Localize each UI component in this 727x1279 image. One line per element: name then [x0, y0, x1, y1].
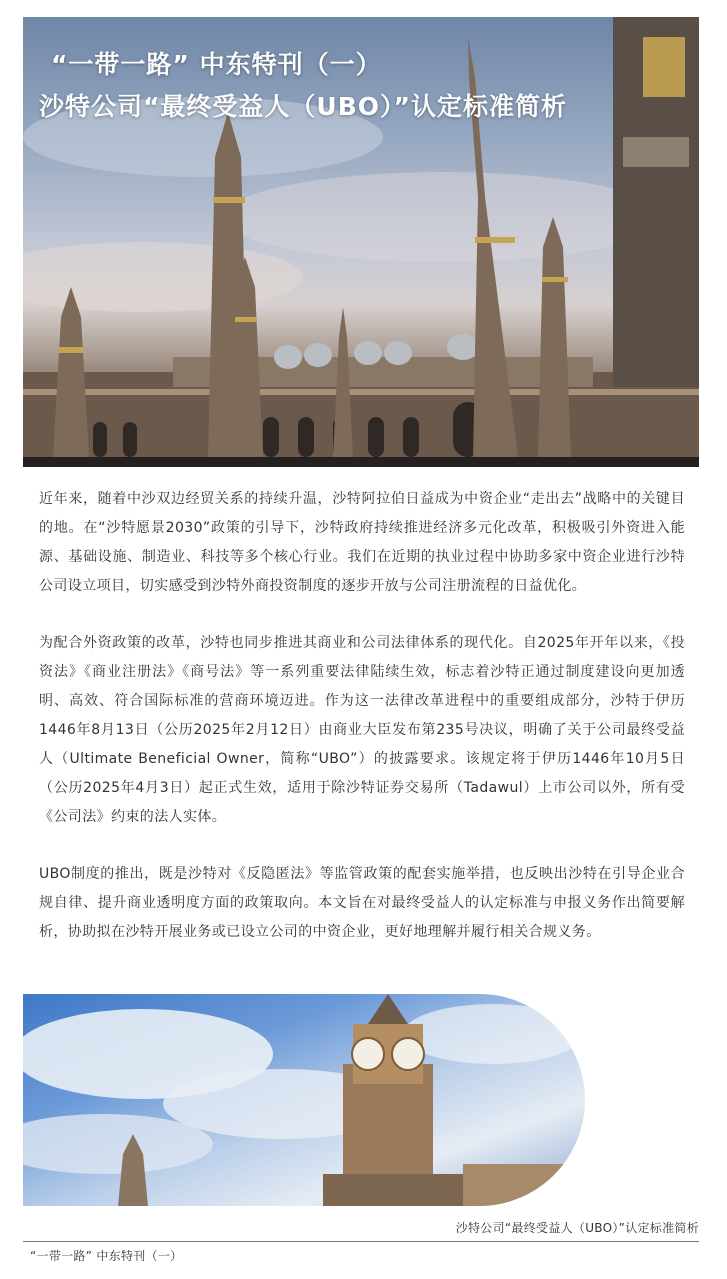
mosque-illustration	[23, 17, 699, 467]
footer-divider	[23, 1241, 699, 1242]
hero-image	[23, 17, 699, 467]
paragraph-ubo-purpose: UBO制度的推出，既是沙特对《反隐匿法》等监管政策的配套实施举措，也反映出沙特在引导企业合规自律、提升商业透明度方面的政策取向。本文旨在对最终受益人的认定标准与申报义务作出简要解析，协助拟在沙特开展业务或已设立公司的中资企业，更好地理解并履行相关合规义务。	[39, 866, 685, 940]
footer-series-title: “一带一路” 中东特刊（一）	[30, 1249, 183, 1263]
paragraph-intro: 近年来，随着中沙双边经贸关系的持续升温，沙特阿拉伯日益成为中资企业“走出去”战略中的关键目的地。在“沙特愿景2030”政策的引导下，沙特政府持续推进经济多元化改革，积极吸引外资进入能源、基础设施、制造业、科技等多个核心行业。我们在近期的执业过程中协助多家中资企业进行沙特公司设立项目，切实感受到沙特外商投资制度的逐步开放与公司注册流程的日益优化。	[39, 491, 685, 594]
clock-tower-illustration	[23, 994, 585, 1206]
footer-article-title: 沙特公司“最终受益人（UBO）”认定标准简析	[455, 1221, 699, 1235]
hero-title-line1: “一带一路” 中东特刊（一）	[51, 50, 382, 79]
hero-title-line2: 沙特公司“最终受益人（UBO）”认定标准简析	[39, 92, 567, 121]
paragraph-legal-reform: 为配合外资政策的改革，沙特也同步推进其商业和公司法律体系的现代化。自2025年开年以来，《投资法》《商业注册法》《商号法》等一系列重要法律陆续生效，标志着沙特正通过制度建设向更加透明、高效、符合国际标准的营商环境迈进。作为这一法律改革进程中的重要组成部分，沙特于伊历1446年8月13日（公历2025年2月12日）由商业大臣发布第235号决议，明确了关于公司最终受益人（Ultimate Beneficial Owner，简称“UBO”）的披露要求。该规定将于伊历1446年10月5日（公历2025年4月3日）起正式生效，适用于除沙特证券交易所（Tadawul）上市公司以外，所有受《公司法》约束的法人实体。	[39, 635, 685, 825]
article-body	[39, 485, 685, 975]
clock-tower-image	[23, 994, 585, 1206]
